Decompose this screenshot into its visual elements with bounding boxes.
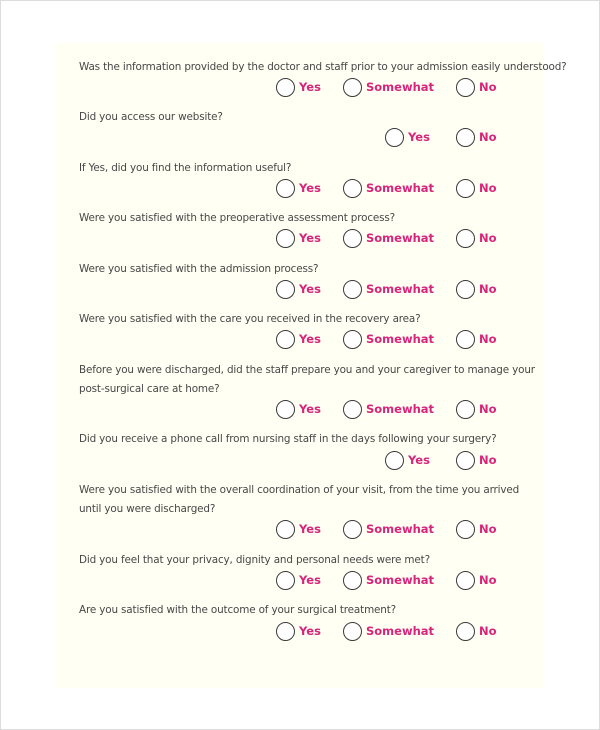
q6-option-yes[interactable] <box>276 329 321 349</box>
q4-option-somewhat[interactable] <box>343 228 434 248</box>
radio-icon[interactable] <box>456 78 475 97</box>
option-label: Yes <box>299 282 321 296</box>
question-11-text: Are you satisfied with the outcome of your surgical treatment? <box>79 604 397 616</box>
option-label: Somewhat <box>366 522 435 536</box>
question-5-text: Were you satisfied with the admission process? <box>79 263 319 275</box>
option-label: Somewhat <box>366 573 435 587</box>
radio-icon[interactable] <box>276 78 295 97</box>
q2-option-yes[interactable] <box>385 127 430 147</box>
q2-option-no[interactable] <box>456 127 497 147</box>
radio-icon[interactable] <box>276 280 295 299</box>
q7-option-yes[interactable] <box>276 399 321 419</box>
radio-icon[interactable] <box>343 520 362 539</box>
q10-option-no[interactable] <box>456 570 497 590</box>
radio-icon[interactable] <box>456 280 475 299</box>
q3-option-yes[interactable] <box>276 178 321 198</box>
radio-icon[interactable] <box>276 179 295 198</box>
q10-option-yes[interactable] <box>276 570 321 590</box>
option-label: Yes <box>299 624 321 638</box>
q7-option-somewhat[interactable] <box>343 399 434 419</box>
option-label: No <box>479 453 497 467</box>
q8-option-no[interactable] <box>456 450 497 470</box>
radio-icon[interactable] <box>343 280 362 299</box>
question-7-text-line-2: post-surgical care at home? <box>79 383 220 395</box>
q9-option-somewhat[interactable] <box>343 519 434 539</box>
radio-icon[interactable] <box>276 229 295 248</box>
option-label: Yes <box>299 402 321 416</box>
option-label: No <box>479 231 497 245</box>
q9-option-no[interactable] <box>456 519 497 539</box>
option-label: Somewhat <box>366 80 435 94</box>
option-label: Somewhat <box>366 282 435 296</box>
radio-icon[interactable] <box>456 330 475 349</box>
option-label: No <box>479 522 497 536</box>
option-label: Somewhat <box>366 332 435 346</box>
question-7-text-line-1: Before you were discharged, did the staff prepare you and your caregiver to manage your <box>79 364 535 376</box>
option-label: Yes <box>408 130 430 144</box>
option-label: No <box>479 282 497 296</box>
q9-option-yes[interactable] <box>276 519 321 539</box>
radio-icon[interactable] <box>343 571 362 590</box>
radio-icon[interactable] <box>456 622 475 641</box>
radio-icon[interactable] <box>276 400 295 419</box>
question-9-text-line-2: until you were discharged? <box>79 503 216 515</box>
q4-option-yes[interactable] <box>276 228 321 248</box>
option-label: Somewhat <box>366 231 435 245</box>
radio-icon[interactable] <box>276 330 295 349</box>
option-label: Yes <box>299 522 321 536</box>
radio-icon[interactable] <box>456 571 475 590</box>
question-1-text: Was the information provided by the doctor and staff prior to your admission easily understood? <box>79 61 567 73</box>
q11-option-somewhat[interactable] <box>343 621 434 641</box>
question-3-text: If Yes, did you find the information useful? <box>79 162 292 174</box>
radio-icon[interactable] <box>456 520 475 539</box>
option-label: Yes <box>299 181 321 195</box>
radio-icon[interactable] <box>276 622 295 641</box>
option-label: Yes <box>408 453 430 467</box>
radio-icon[interactable] <box>456 451 475 470</box>
option-label: Somewhat <box>366 181 435 195</box>
q10-option-somewhat[interactable] <box>343 570 434 590</box>
radio-icon[interactable] <box>343 400 362 419</box>
radio-icon[interactable] <box>385 451 404 470</box>
q5-option-yes[interactable] <box>276 279 321 299</box>
option-label: No <box>479 573 497 587</box>
radio-icon[interactable] <box>343 179 362 198</box>
q8-option-yes[interactable] <box>385 450 430 470</box>
q1-option-no[interactable] <box>456 77 497 97</box>
radio-icon[interactable] <box>343 78 362 97</box>
q5-option-no[interactable] <box>456 279 497 299</box>
q11-option-no[interactable] <box>456 621 497 641</box>
radio-icon[interactable] <box>343 622 362 641</box>
option-label: Yes <box>299 332 321 346</box>
radio-icon[interactable] <box>276 571 295 590</box>
q1-option-yes[interactable] <box>276 77 321 97</box>
option-label: Yes <box>299 573 321 587</box>
question-4-text: Were you satisfied with the preoperative assessment process? <box>79 212 396 224</box>
option-label: No <box>479 181 497 195</box>
option-label: Yes <box>299 80 321 94</box>
question-6-text: Were you satisfied with the care you received in the recovery area? <box>79 313 421 325</box>
question-2-text: Did you access our website? <box>79 111 223 123</box>
radio-icon[interactable] <box>343 229 362 248</box>
option-label: Somewhat <box>366 402 435 416</box>
q6-option-somewhat[interactable] <box>343 329 434 349</box>
question-8-text: Did you receive a phone call from nursing staff in the days following your surgery? <box>79 433 497 445</box>
q5-option-somewhat[interactable] <box>343 279 434 299</box>
radio-icon[interactable] <box>343 330 362 349</box>
option-label: No <box>479 80 497 94</box>
option-label: No <box>479 332 497 346</box>
q7-option-no[interactable] <box>456 399 497 419</box>
radio-icon[interactable] <box>456 400 475 419</box>
option-label: No <box>479 624 497 638</box>
question-9-text-line-1: Were you satisfied with the overall coordination of your visit, from the time you arrived <box>79 484 520 496</box>
question-10-text: Did you feel that your privacy, dignity and personal needs were met? <box>79 554 430 566</box>
radio-icon[interactable] <box>456 128 475 147</box>
q3-option-no[interactable] <box>456 178 497 198</box>
option-label: Yes <box>299 231 321 245</box>
radio-icon[interactable] <box>276 520 295 539</box>
radio-icon[interactable] <box>385 128 404 147</box>
option-label: Somewhat <box>366 624 435 638</box>
option-label: No <box>479 130 497 144</box>
option-label: No <box>479 402 497 416</box>
radio-icon[interactable] <box>456 229 475 248</box>
radio-icon[interactable] <box>456 179 475 198</box>
q6-option-no[interactable] <box>456 329 497 349</box>
q1-option-somewhat[interactable] <box>343 77 434 97</box>
q4-option-no[interactable] <box>456 228 497 248</box>
q3-option-somewhat[interactable] <box>343 178 434 198</box>
q11-option-yes[interactable] <box>276 621 321 641</box>
